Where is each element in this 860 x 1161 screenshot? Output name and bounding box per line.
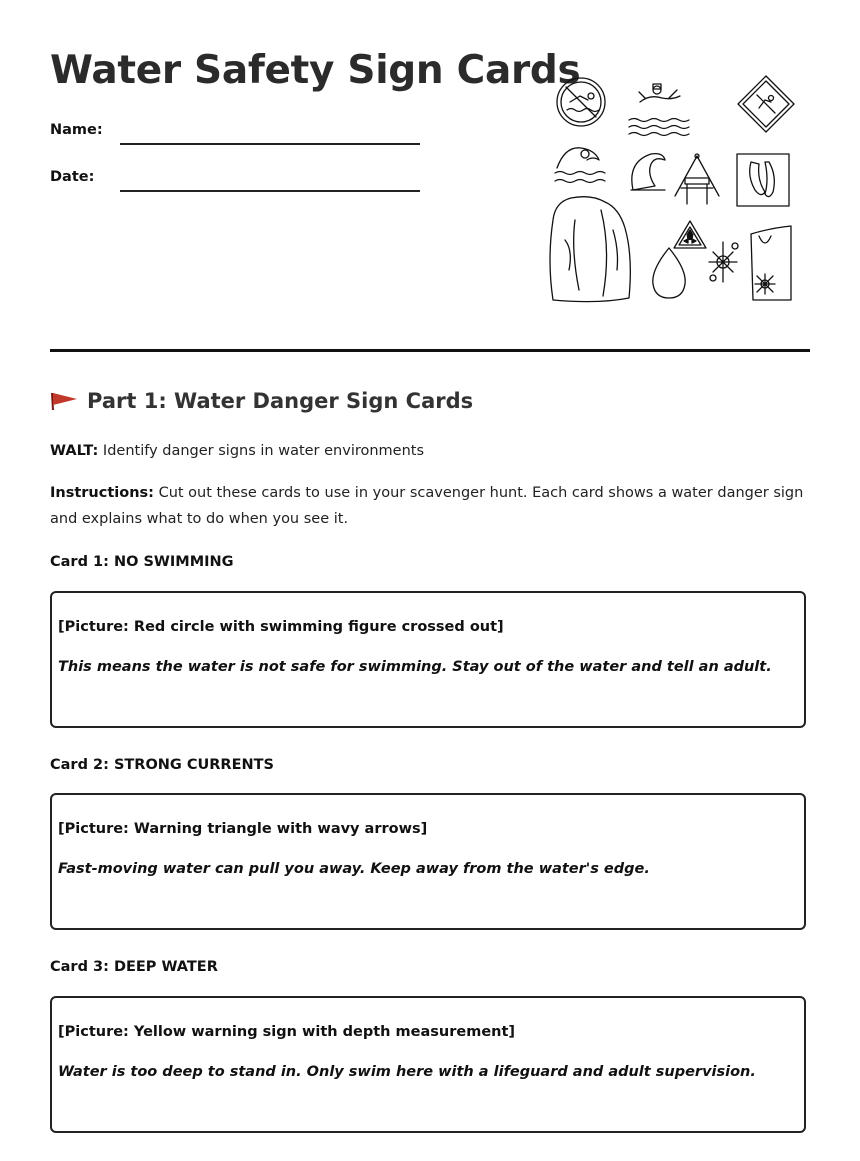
instructions <box>50 480 810 532</box>
card-3-picture-text: [Picture: Yellow warning sign with depth measurement] <box>58 1024 516 1040</box>
section-divider <box>50 349 810 352</box>
section-title <box>50 389 473 413</box>
card-1-description: This means the water is not safe for swimming. Stay out of the water and tell an adult. <box>58 659 772 675</box>
walt-line <box>50 438 810 464</box>
water-safety-clipart <box>545 70 805 310</box>
snowflake-icon <box>709 242 738 282</box>
card-3-heading: Card 3: DEEP WATER <box>50 959 218 975</box>
walt-text: Identify danger signs in water environments <box>98 443 425 459</box>
sign-card-3 <box>50 996 806 1133</box>
name-label: Name: <box>50 122 103 138</box>
name-field[interactable] <box>120 143 420 145</box>
sign-card-2 <box>50 793 806 930</box>
wave-icon <box>631 154 665 190</box>
date-label: Date: <box>50 169 95 185</box>
date-field[interactable] <box>120 190 420 192</box>
sign-card-1 <box>50 591 806 728</box>
diamond-warning-icon <box>738 76 794 132</box>
lifeguard-chair-icon <box>675 154 719 204</box>
card-3-description: Water is too deep to stand in. Only swim here with a lifeguard and adult supervision. <box>58 1064 756 1080</box>
card-2-heading: Card 2: STRONG CURRENTS <box>50 757 274 773</box>
walt-label: WALT: <box>50 443 99 459</box>
card-2-description: Fast-moving water can pull you away. Keep away from the water's edge. <box>58 861 650 877</box>
water-drop-icon <box>653 248 685 298</box>
instructions-text: Cut out these cards to use in your scavenger hunt. Each card shows a water danger sign and explains what to do when you see it. <box>50 485 804 527</box>
wave-swimmer-icon <box>555 148 605 183</box>
card-2-picture-text: [Picture: Warning triangle with wavy arrows] <box>58 821 428 837</box>
swimmer-icon <box>629 84 689 136</box>
page-title: Water Safety Sign Cards <box>50 48 581 93</box>
card-1-heading: Card 1: NO SWIMMING <box>50 554 234 570</box>
bag-icon <box>751 226 791 300</box>
rock-icon <box>550 197 630 302</box>
hazard-triangle-icon <box>674 221 706 248</box>
instructions-label: Instructions: <box>50 485 154 501</box>
red-flag-icon <box>50 390 78 412</box>
card-1-picture-text: [Picture: Red circle with swimming figure crossed out] <box>58 619 504 635</box>
section-title-text: Part 1: Water Danger Sign Cards <box>87 389 474 413</box>
flippers-icon <box>737 154 789 206</box>
no-swimming-icon <box>557 78 605 126</box>
